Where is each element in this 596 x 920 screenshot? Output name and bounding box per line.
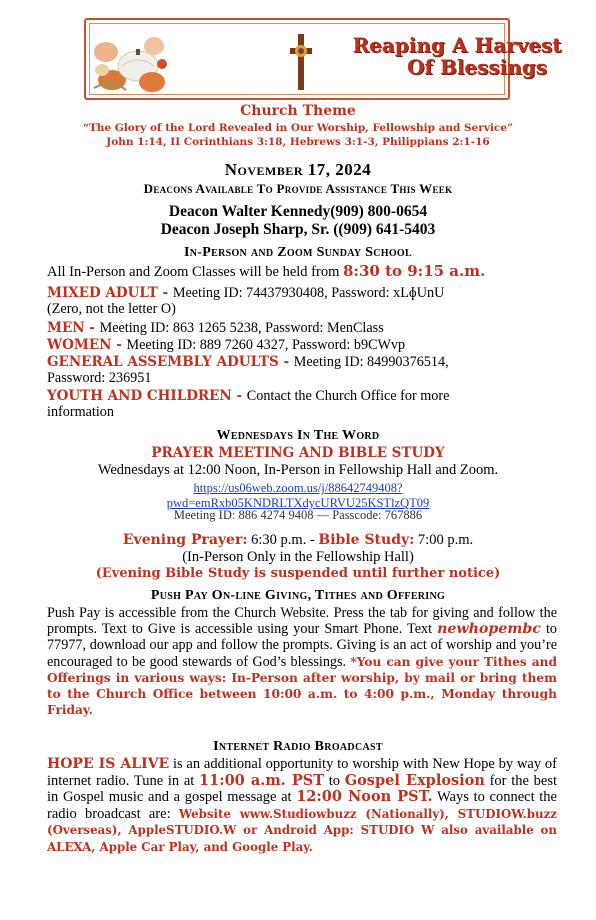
gospel-explosion: Gospel Explosion (344, 771, 485, 789)
banner-title-line2: Of Blessings (406, 55, 548, 79)
zoom-link-line1[interactable]: https://us06web.zoom.us/j/88642749408? (193, 481, 403, 495)
pumpkin-floral-icon (92, 24, 172, 96)
class-text: Contact the Church Office for more (246, 388, 450, 404)
cross-icon (288, 32, 314, 92)
class-text: Meeting ID: 74437930408, Password: xLɸUnU (172, 285, 445, 301)
deacon-1: Deacon Walter Kennedy(909) 800-0654 (168, 203, 428, 220)
giving-text-3: *You can give your Tithes and Offerings in various ways: In-Person after worship, by mail or bring them to the Church Office between 10:00 a.m. to 4:00 p.m., Monday through Friday. (47, 654, 557, 718)
class-text2: (Zero, not the letter O) (47, 301, 176, 317)
inperson-note: (In-Person Only in the Fellowship Hall) (182, 549, 414, 565)
class-text: Meeting ID: 863 1265 5238, Password: MenClass (99, 320, 384, 336)
class-label: MEN - (47, 320, 100, 336)
giving-paragraph (47, 605, 557, 718)
class-men (47, 320, 557, 336)
class-mixed-adult (47, 285, 557, 317)
giving-heading: Push Pay On-line Giving, Tithes and Offering (150, 588, 446, 603)
sunday-school-intro (47, 263, 557, 280)
radio-text-3: for the best in Gospel music and a gospel message at (47, 772, 558, 805)
radio-text-4: Ways to connect the radio broadcast are: (47, 789, 557, 822)
hope-is-alive: HOPE IS ALIVE (47, 756, 170, 772)
page-date: November 17, 2024 (224, 160, 372, 179)
radio-time-1: 11:00 a.m. PST (199, 771, 325, 789)
giving-text-2: to 77977, download our app and follow the prompts. Giving is an act of worship and you’re encouraged to be good stewards of God’s blessings. (47, 621, 557, 670)
radio-text-2: to (324, 772, 345, 789)
class-label: WOMEN - (47, 337, 127, 353)
wednesday-meeting-id: Meeting ID: 886 4274 9408 — Passcode: 767886 (173, 508, 423, 522)
class-women (47, 337, 557, 353)
class-youth (47, 388, 557, 420)
radio-paragraph (47, 756, 557, 855)
deacons-heading: Deacons Available To Provide Assistance This Week (143, 181, 453, 196)
sunday-school-intro-text: All In-Person and Zoom Classes will be held from (47, 264, 343, 280)
suspended-note: (Evening Bible Study is suspended until further notice) (95, 566, 501, 581)
bible-study-label: Bible Study: (318, 532, 415, 548)
class-text2: Password: 236951 (47, 370, 152, 386)
class-text2: information (47, 404, 114, 420)
radio-ways: Website www.Studiowbuzz (Nationally), STUDIOW.buzz (Overseas), AppleSTUDIO.W or Android App: STUDIO W also available on ALEXA, Apple Car Play, and Google Play. (47, 806, 557, 854)
radio-time-2: 12:00 Noon PST. (296, 788, 433, 805)
class-text: Meeting ID: 889 7260 4327, Password: b9CWvp (126, 337, 406, 353)
sunday-school-time: 8:30 to 9:15 a.m. (343, 262, 486, 280)
class-text: Meeting ID: 84990376514, (293, 354, 449, 370)
evening-schedule (0, 532, 596, 548)
wednesday-heading: Wednesdays In The Word (216, 428, 380, 443)
giving-keyword: newhopembc (437, 621, 541, 638)
theme-quote: “The Glory of the Lord Revealed in Our Worship, Fellowship and Service” (82, 122, 514, 134)
wednesday-subheading: PRAYER MEETING AND BIBLE STUDY (151, 445, 445, 461)
wednesday-line: Wednesdays at 12:00 Noon, In-Person in Fellowship Hall and Zoom. (97, 462, 499, 478)
class-label: MIXED ADULT - (47, 285, 173, 301)
giving-text-1: Push Pay is accessible from the Church Website. Press the tab for giving and follow the prompts. Text to Give is accessible using your Smart Phone. Text (47, 605, 557, 638)
evening-prayer-time: 6:30 p.m. - (247, 532, 319, 548)
theme-scriptures: John 1:14, II Corinthians 3:18, Hebrews 3:1-3, Philippians 2:1-16 (106, 136, 490, 148)
banner-title-line1: Reaping A Harvest (352, 33, 562, 57)
deacon-2: Deacon Joseph Sharp, Sr. ((909) 641-5403 (160, 221, 436, 238)
radio-text-1: is an additional opportunity to worship with New Hope by way of internet radio. Tune in at (47, 756, 557, 789)
evening-prayer-label: Evening Prayer: (122, 532, 248, 548)
radio-heading: Internet Radio Broadcast (213, 739, 383, 754)
zoom-link-line2[interactable]: pwd=emRxb05KNDRLTXdycURVU25KSTlzQT09 (166, 496, 430, 510)
header-banner (84, 18, 562, 100)
class-general-assembly (47, 354, 557, 386)
sunday-school-heading: In-Person and Zoom Sunday School (184, 245, 412, 260)
class-label: YOUTH AND CHILDREN - (47, 388, 247, 404)
theme-heading: Church Theme (240, 103, 356, 119)
bible-study-time: 7:00 p.m. (414, 532, 474, 548)
class-label: GENERAL ASSEMBLY ADULTS - (47, 354, 294, 370)
banner-title (332, 34, 582, 78)
